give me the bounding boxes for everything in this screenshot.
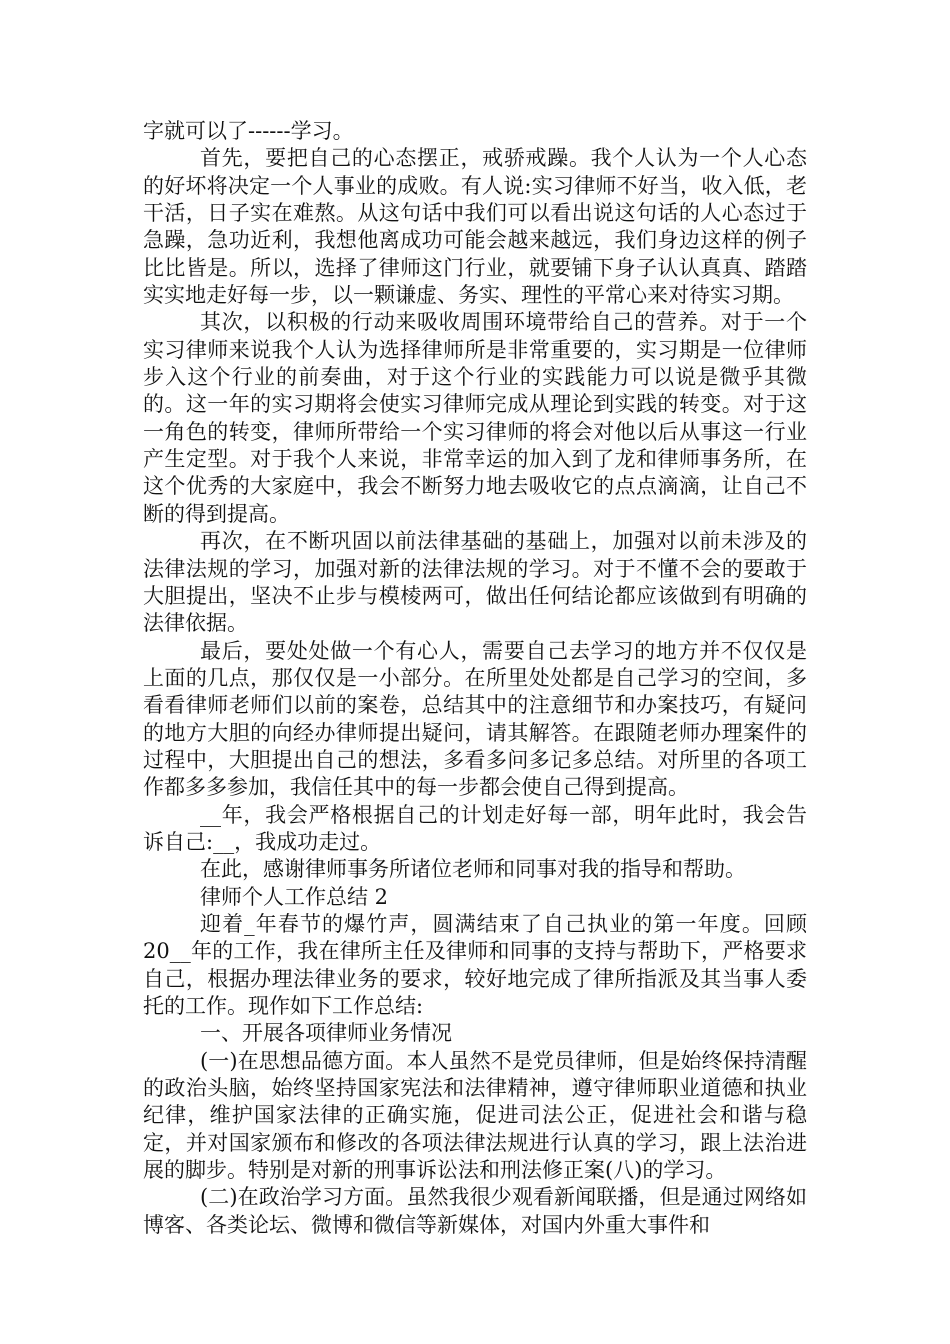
paragraph-attentive: 最后，要处处做一个有心人，需要自己去学习的地方并不仅仅是上面的几点，那仅仅是一小部分。在所里处处都是自己学习的空间，多看看律师老师们以前的案卷，总结其中的注意细节和办案技巧，有疑问的地方大胆的向经办律师提出疑问，请其解答。在跟随老师办理案件的过程中，大胆提出自己的想法，多看多问多记多总结。对所里的各项工作都多多参加，我信任其中的每一步都会使自己得到提高。 (143, 638, 807, 800)
section-title-summary-2: 律师个人工作总结 2 (200, 884, 389, 909)
paragraph-environment: 其次，以积极的行动来吸收周围环境带给自己的营养。对于一个实习律师来说我个人认为选择律师所是非常重要的，实习期是一位律师步入这个行业的前奏曲，对于这个行业的实践能力可以说是微乎其微的。这一年的实习期将会使实习律师完成从理论到实践的转变。对于这一角色的转变，律师所带给一个实习律师的将会对他以后从事这一行业产生定型。对于我个人来说，非常幸运的加入到了龙和律师事务所，在这个优秀的大家庭中，我会不断努力地去吸收它的点点滴滴，让自己不断的得到提高。 (143, 310, 807, 526)
paragraph-thanks: 在此，感谢律师事务所诸位老师和同事对我的指导和帮助。 (200, 857, 746, 882)
paragraph-continuation: 字就可以了------学习。 (143, 119, 354, 143)
paragraph-plan: __年，我会严格根据自己的计划走好每一部，明年此时，我会告诉自己:__，我成功走过。 (143, 802, 807, 854)
paragraph-political-study: (二)在政治学习方面。虽然我很少观看新闻联播，但是通过网络如博客、各类论坛、微博和微信等新媒体，对国内外重大事件和 (143, 1185, 807, 1237)
paragraph-ethics: (一)在思想品德方面。本人虽然不是党员律师，但是始终保持清醒的政治头脑，始终坚持国家宪法和法律精神，遵守律师职业道德和执业纪律，维护国家法律的正确实施，促进司法公正，促进社会和谐与稳定，并对国家颁布和修改的各项法律法规进行认真的学习，跟上法治进展的脚步。特别是对新的刑事诉讼法和刑法修正案(八)的学习。 (143, 1048, 807, 1183)
paragraph-legal-study: 再次，在不断巩固以前法律基础的基础上，加强对以前未涉及的法律法规的学习，加强对新的法律法规的学习。对于不懂不会的要敢于大胆提出，坚决不止步与模棱两可，做出任何结论都应该做到有明确的法律依据。 (143, 529, 807, 636)
paragraph-intro: 迎着_年春节的爆竹声，圆满结束了自己执业的第一年度。回顾 20__年的工作，我在律所主任及律师和同事的支持与帮助下，严格要求自己，根据办理法律业务的要求，较好地完成了律所指派及其当事人委托的工作。现作如下工作总结: (143, 911, 807, 1018)
document-body (143, 118, 807, 1239)
heading-business: 一、开展各项律师业务情况 (200, 1021, 452, 1046)
paragraph-mindset: 首先，要把自己的心态摆正，戒骄戒躁。我个人认为一个人心态的好坏将决定一个人事业的成败。有人说:实习律师不好当，收入低，老干活，日子实在难熬。从这句话中我们可以看出说这句话的人心态过于急躁，急功近利，我想他离成功可能会越来越远，我们身边这样的例子比比皆是。所以，选择了律师这门行业，就要铺下身子认认真真、踏踏实实地走好每一步，以一颗谦虚、务实、理性的平常心来对待实习期。 (143, 146, 807, 308)
